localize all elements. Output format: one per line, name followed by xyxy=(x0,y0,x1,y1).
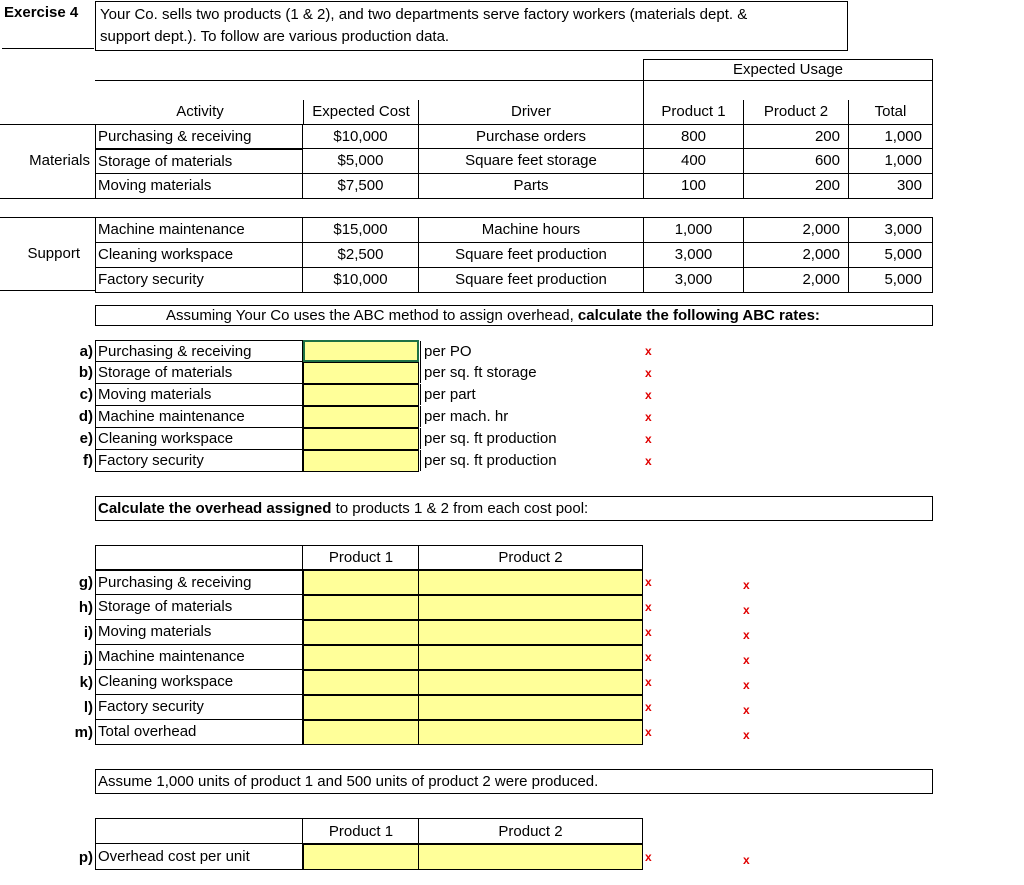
materials-left-rule xyxy=(0,124,95,125)
units-label: Overhead cost per unit xyxy=(95,844,303,870)
units-letter: p) xyxy=(78,849,93,866)
activity-cell: Machine maintenance xyxy=(95,218,303,243)
overhead-letter: i) xyxy=(83,624,93,641)
cost-cell: $2,500 xyxy=(303,243,418,268)
product1-cell: 400 xyxy=(643,149,743,174)
units-assumption: Assume 1,000 units of product 1 and 500 units of product 2 were produced. xyxy=(95,769,933,794)
overhead-mark-2: x xyxy=(743,653,750,667)
abc-letter: c) xyxy=(79,386,93,403)
exercise-description xyxy=(95,1,848,51)
abc-letter: f) xyxy=(83,452,93,469)
overhead-col-product1: Product 1 xyxy=(303,545,419,570)
col-header-product1: Product 1 xyxy=(643,100,743,124)
exercise-label: Exercise 4 xyxy=(2,3,94,49)
activity-cell: Purchasing & receiving xyxy=(95,124,303,149)
support-left-top-rule xyxy=(0,217,95,218)
abc-unit: per sq. ft production xyxy=(420,428,557,449)
description-line-2: support dept.). To follow are various production data. xyxy=(100,28,450,45)
overhead-label: Factory security xyxy=(95,695,303,720)
overhead-product2-input[interactable] xyxy=(418,595,643,620)
overhead-mark-2: x xyxy=(743,728,750,742)
activity-cell: Storage of materials xyxy=(95,149,303,174)
overhead-letter: g) xyxy=(78,574,93,591)
overhead-mark-2: x xyxy=(743,703,750,717)
col-header-total: Total xyxy=(848,100,933,124)
abc-label: Factory security xyxy=(95,450,303,472)
cost-cell: $7,500 xyxy=(303,174,418,199)
abc-instruction-bold: calculate the following ABC rates: xyxy=(577,307,820,324)
units-mark-2: x xyxy=(743,853,750,867)
overhead-product1-input[interactable] xyxy=(303,570,419,595)
driver-cell: Machine hours xyxy=(418,218,643,243)
table-top-rule xyxy=(95,80,643,81)
overhead-mark-2: x xyxy=(743,578,750,592)
overhead-product2-input[interactable] xyxy=(418,570,643,595)
abc-letter: b) xyxy=(78,364,93,381)
overhead-product1-input[interactable] xyxy=(303,620,419,645)
driver-cell: Purchase orders xyxy=(418,124,643,149)
product2-cell: 200 xyxy=(743,174,848,199)
support-left-bottom-rule xyxy=(0,267,95,291)
overhead-label: Cleaning workspace xyxy=(95,670,303,695)
units-product2-input[interactable] xyxy=(418,844,643,870)
overhead-product1-input[interactable] xyxy=(303,645,419,670)
overhead-label: Machine maintenance xyxy=(95,645,303,670)
abc-rate-input[interactable] xyxy=(303,450,419,472)
overhead-header-blank xyxy=(95,545,303,570)
activity-cell: Moving materials xyxy=(95,174,303,199)
overhead-mark-1: x xyxy=(645,625,652,639)
product2-cell: 200 xyxy=(743,124,848,149)
overhead-col-product2: Product 2 xyxy=(418,545,643,570)
product2-cell: 2,000 xyxy=(743,243,848,268)
overhead-mark-1: x xyxy=(645,725,652,739)
materials-bottom-rule xyxy=(0,175,95,199)
overhead-letter: j) xyxy=(83,649,93,666)
overhead-product2-input[interactable] xyxy=(418,670,643,695)
abc-label: Machine maintenance xyxy=(95,406,303,428)
overhead-product1-input[interactable] xyxy=(303,595,419,620)
overhead-letter: m) xyxy=(74,724,93,741)
total-cell: 1,000 xyxy=(848,124,933,149)
abc-unit: per mach. hr xyxy=(420,406,508,427)
abc-instruction xyxy=(95,305,933,326)
abc-mark: x xyxy=(645,388,652,402)
overhead-mark-1: x xyxy=(645,650,652,664)
abc-rate-input[interactable] xyxy=(303,406,419,428)
expected-usage-header: Expected Usage xyxy=(643,59,933,81)
units-product1-input[interactable] xyxy=(303,844,419,870)
product1-cell: 1,000 xyxy=(643,218,743,243)
driver-cell: Square feet production xyxy=(418,243,643,268)
col-header-activity: Activity xyxy=(176,103,224,120)
overhead-instruction-plain: to products 1 & 2 from each cost pool: xyxy=(331,500,589,517)
abc-rate-input[interactable] xyxy=(303,384,419,406)
driver-cell: Parts xyxy=(418,174,643,199)
abc-letter: a) xyxy=(79,343,93,360)
abc-rate-input[interactable] xyxy=(303,340,419,362)
activity-cell: Factory security xyxy=(95,268,303,293)
abc-mark: x xyxy=(645,410,652,424)
cost-cell: $15,000 xyxy=(303,218,418,243)
usage-header-gap xyxy=(643,80,933,100)
overhead-product2-input[interactable] xyxy=(418,645,643,670)
overhead-product2-input[interactable] xyxy=(418,695,643,720)
overhead-instruction-bold: Calculate the overhead assigned xyxy=(98,500,332,517)
col-header-product2: Product 2 xyxy=(743,100,848,124)
overhead-mark-2: x xyxy=(743,603,750,617)
overhead-mark-1: x xyxy=(645,700,652,714)
abc-label: Cleaning workspace xyxy=(95,428,303,450)
overhead-label: Storage of materials xyxy=(95,595,303,620)
overhead-letter: l) xyxy=(83,699,93,716)
abc-label: Purchasing & receiving xyxy=(95,340,303,362)
abc-rate-input[interactable] xyxy=(303,428,419,450)
overhead-mark-1: x xyxy=(645,675,652,689)
description-line-1: Your Co. sells two products (1 & 2), and two departments serve factory workers (materials dept. & xyxy=(100,6,748,23)
total-cell: 5,000 xyxy=(848,243,933,268)
overhead-label: Purchasing & receiving xyxy=(95,570,303,595)
total-cell: 5,000 xyxy=(848,268,933,293)
abc-mark: x xyxy=(645,432,652,446)
overhead-product1-input[interactable] xyxy=(303,695,419,720)
units-col-product1: Product 1 xyxy=(303,818,419,844)
abc-letter: d) xyxy=(78,408,93,425)
materials-group-label: Materials xyxy=(29,152,90,169)
abc-label: Moving materials xyxy=(95,384,303,406)
units-mark-1: x xyxy=(645,850,652,864)
overhead-product1-input[interactable] xyxy=(303,720,419,745)
total-cell: 3,000 xyxy=(848,218,933,243)
product2-cell: 2,000 xyxy=(743,218,848,243)
abc-rate-input[interactable] xyxy=(303,362,419,384)
abc-unit: per sq. ft production xyxy=(420,450,557,471)
product1-cell: 100 xyxy=(643,174,743,199)
overhead-letter: h) xyxy=(78,599,93,616)
abc-mark: x xyxy=(645,454,652,468)
overhead-instruction xyxy=(95,496,933,521)
cost-cell: $5,000 xyxy=(303,149,418,174)
overhead-mark-1: x xyxy=(645,600,652,614)
driver-cell: Square feet production xyxy=(418,268,643,293)
col-header-expected-cost: Expected Cost xyxy=(303,100,418,124)
overhead-letter: k) xyxy=(79,674,93,691)
overhead-label: Moving materials xyxy=(95,620,303,645)
abc-letter: e) xyxy=(79,430,93,447)
cost-cell: $10,000 xyxy=(303,124,418,149)
product2-cell: 2,000 xyxy=(743,268,848,293)
product1-cell: 3,000 xyxy=(643,243,743,268)
abc-mark: x xyxy=(645,366,652,380)
abc-unit: per sq. ft storage xyxy=(420,362,537,383)
overhead-label: Total overhead xyxy=(95,720,303,745)
driver-cell: Square feet storage xyxy=(418,149,643,174)
abc-label: Storage of materials xyxy=(95,362,303,384)
cost-cell: $10,000 xyxy=(303,268,418,293)
units-col-product2: Product 2 xyxy=(418,818,643,844)
abc-mark: x xyxy=(645,344,652,358)
product1-cell: 800 xyxy=(643,124,743,149)
overhead-mark-1: x xyxy=(645,575,652,589)
activity-cell: Cleaning workspace xyxy=(95,243,303,268)
col-header-driver: Driver xyxy=(418,100,643,124)
total-cell: 1,000 xyxy=(848,149,933,174)
overhead-mark-2: x xyxy=(743,628,750,642)
product2-cell: 600 xyxy=(743,149,848,174)
abc-unit: per PO xyxy=(420,341,472,362)
units-header-blank xyxy=(95,818,303,844)
support-group-label: Support xyxy=(27,245,80,262)
total-cell: 300 xyxy=(848,174,933,199)
overhead-product2-input[interactable] xyxy=(418,620,643,645)
abc-unit: per part xyxy=(420,384,476,405)
overhead-product1-input[interactable] xyxy=(303,670,419,695)
abc-instruction-plain: Assuming Your Co uses the ABC method to assign overhead, xyxy=(166,307,578,324)
product1-cell: 3,000 xyxy=(643,268,743,293)
overhead-mark-2: x xyxy=(743,678,750,692)
overhead-product2-input[interactable] xyxy=(418,720,643,745)
